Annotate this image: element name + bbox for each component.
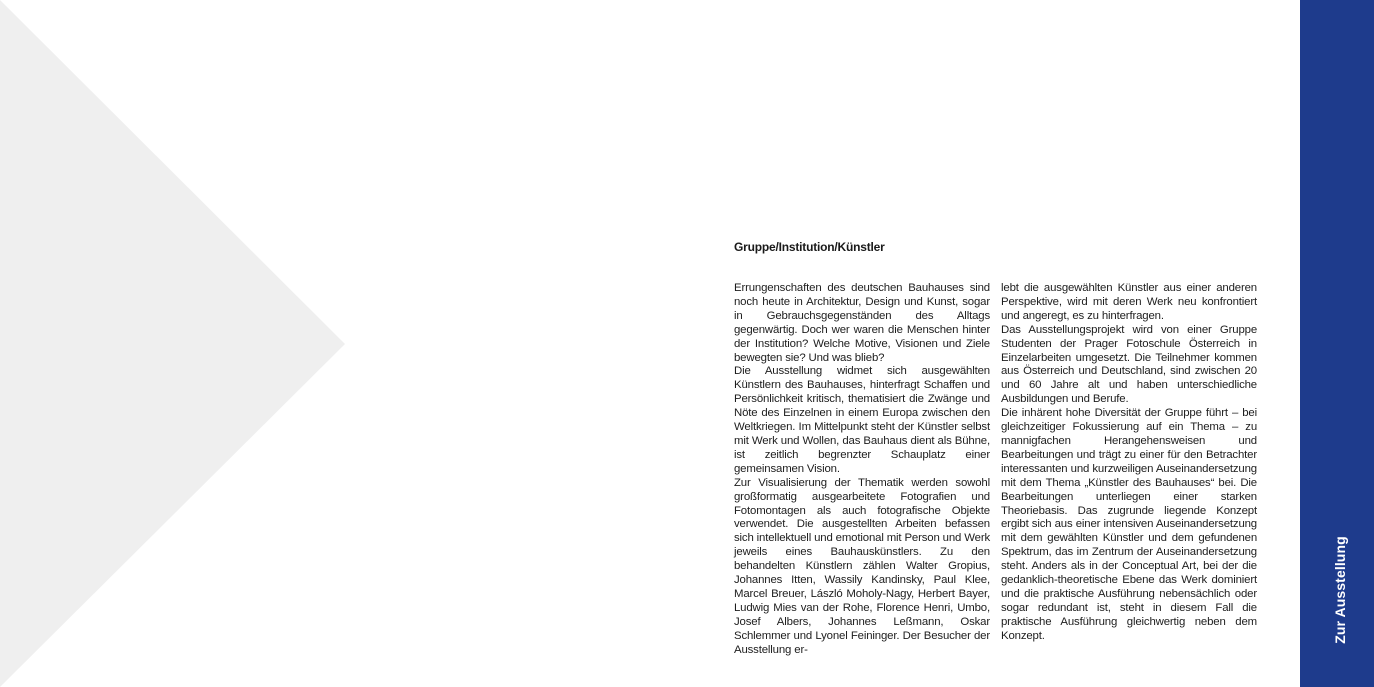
side-band-label: Zur Ausstellung bbox=[1332, 536, 1348, 644]
paragraph: lebt die ausgewählten Künstler aus einer anderen Perspektive, wird mit deren Werk neu konfrontiert und angeregt, es zu hinterfragen. bbox=[1001, 282, 1257, 322]
chevron-shape bbox=[0, 0, 345, 687]
section-heading: Gruppe/Institution/Künstler bbox=[734, 240, 885, 254]
paragraph: Errungenschaften des deutschen Bauhauses sind noch heute in Architektur, Design und Kunst, sogar in Gebrauchsgegenständen des Alltags gegenwärtig. Doch wer waren die Menschen hinter der Institution? Welche Motive, Visionen und Ziele bewegten sie? Und was blieb? bbox=[734, 282, 990, 364]
paragraph: Die Ausstellung widmet sich ausgewählten Künstlern des Bauhauses, hinterfragt Schaffen und Persönlichkeit kritisch, thematisiert die Zwänge und Nöte des Einzelnen in einem Europa zwischen den Weltkriegen. Im Mittelpunkt steht der Künstler selbst mit Werk und Wollen, das Bauhaus dient als Bühne, ist zeitlich begrenzter Schauplatz einer gemeinsamen Vision. bbox=[734, 365, 990, 475]
paragraph: Das Ausstellungsprojekt wird von einer Gruppe Studenten der Prager Fotoschule Österreich in Einzelarbeiten umgesetzt. Die Teilnehmer kommen aus Österreich und Deutschland, sind zwischen 20 und 60 Jahre alt und haben unterschiedliche Ausbildungen und Berufe. bbox=[1001, 323, 1257, 406]
paragraph: Die inhärent hohe Diversität der Gruppe führt – bei gleichzeitiger Fokussierung auf ein Thema – zu mannigfachen Herangehensweisen und Bearbeitungen und trägt zu einer für den Betrachter interessanten und kurzweiligen Auseinandersetzung mit dem Thema „Künstler des Bauhauses“ bei. Die Bearbeitungen unterliegen einer starken Theoriebasis. Das zugrunde liegende Konzept ergibt sich aus einer intensiven Auseinandersetzung mit dem gewählten Künstler und dem gefundenen Spektrum, das im Zentrum der Auseinandersetzung steht. Anders als in der Conceptual Art, bei der die gedanklich-theoretische Ebene das Werk dominiert und die praktische Ausführung nebensächlich oder sogar redundant ist, steht in diesem Fall die praktische Ausführung gleichwertig neben dem Konzept. bbox=[1001, 407, 1257, 642]
paragraph: Zur Visualisierung der Thematik werden sowohl großformatig ausgearbeitete Fotografien und Fotomontagen als auch fotografische Objekte verwendet. Die ausgestellten Arbeiten befassen sich intellektuell und emotional mit Person und Werk jeweils eines Bauhauskünstlers. Zu den behandelten Künstlern zählen Walter Gropius, Johannes Itten, Wassily Kandinsky, Paul Klee, Marcel Breuer, László Moholy-Nagy, Herbert Bayer, Ludwig Mies van der Rohe, Florence Henri, Umbo, Josef Albers, Johannes Leßmann, Oskar Schlemmer und Lyonel Feininger. Der Besucher der Ausstellung er- bbox=[734, 476, 991, 656]
text-column-right bbox=[1001, 282, 1257, 644]
chevron-polygon bbox=[0, 0, 345, 687]
text-column-left bbox=[734, 282, 990, 657]
